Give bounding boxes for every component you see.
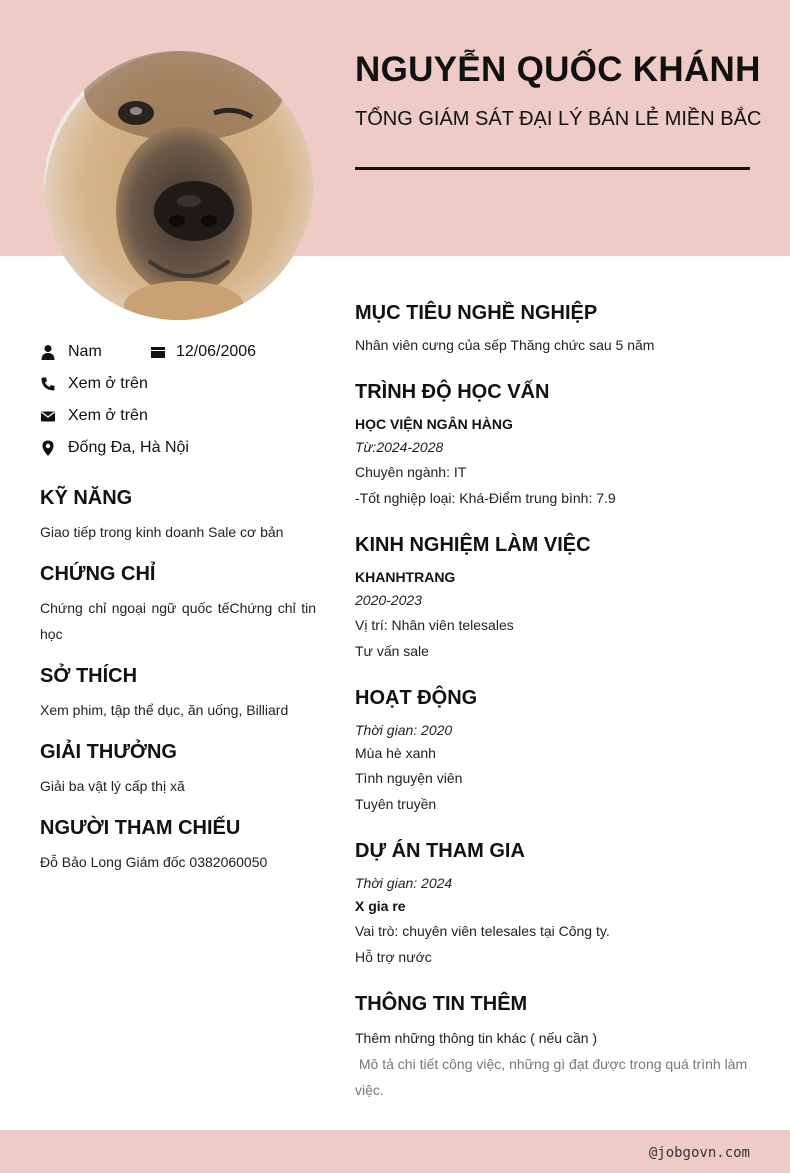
references-title: NGƯỜI THAM CHIẾU xyxy=(40,817,241,839)
birthday-value: 12/06/2006 xyxy=(176,343,257,360)
additional-text: Thêm những thông tin khác ( nếu cần ) xyxy=(355,1030,598,1046)
calendar-icon xyxy=(150,344,166,360)
experience-title: KINH NGHIỆM LÀM VIỆC xyxy=(355,534,591,556)
phone-row xyxy=(40,375,148,393)
email-value: Xem ở trên xyxy=(68,407,148,424)
job-title: TỔNG GIÁM SÁT ĐẠI LÝ BÁN LẺ MIỀN BẮC xyxy=(355,108,762,130)
title-divider xyxy=(355,167,750,170)
address-row xyxy=(40,439,189,457)
education-period: Từ:2024-2028 xyxy=(355,439,444,455)
activities-time: Thời gian: 2020 xyxy=(355,722,453,738)
certificates-title: CHỨNG CHỈ xyxy=(40,563,156,585)
experience-detail: Tư vấn sale xyxy=(355,643,429,659)
certificates-text: Chứng chỉ ngoại ngữ quốc tếChứng chỉ tin học xyxy=(40,600,316,642)
project-role: Vai trò: chuyên viên telesales tại Công ty. xyxy=(355,923,610,939)
awards-title: GIẢI THƯỞNG xyxy=(40,741,177,763)
candidate-name: NGUYỄN QUỐC KHÁNH xyxy=(355,50,761,89)
gender-row xyxy=(40,343,102,361)
experience-position: Vị trí: Nhân viên telesales xyxy=(355,617,514,633)
education-title: TRÌNH ĐỘ HỌC VẤN xyxy=(355,381,550,403)
email-row xyxy=(40,407,148,425)
objective-title: MỤC TIÊU NGHỀ NGHIỆP xyxy=(355,302,598,324)
mail-icon xyxy=(40,408,56,424)
project-name: X gia re xyxy=(355,898,406,914)
education-school: HỌC VIỆN NGÂN HÀNG xyxy=(355,416,513,432)
location-pin-icon xyxy=(40,440,56,456)
hobbies-title: SỞ THÍCH xyxy=(40,665,138,687)
footer-watermark: @jobgovn.com xyxy=(648,1145,750,1161)
birthday-row xyxy=(150,343,256,361)
dog-photo xyxy=(44,51,313,320)
avatar xyxy=(44,51,313,320)
projects-time: Thời gian: 2024 xyxy=(355,875,453,891)
additional-placeholder: Mô tả chi tiết công việc, những gì đạt được trong quá trình làm việc. xyxy=(355,1056,752,1098)
phone-value: Xem ở trên xyxy=(68,375,148,392)
awards-text: Giải ba vật lý cấp thị xã xyxy=(40,778,185,794)
project-detail: Hỗ trợ nước xyxy=(355,949,432,965)
experience-company: KHANHTRANG xyxy=(355,569,456,585)
phone-icon xyxy=(40,376,56,392)
activity-item: Tình nguyện viên xyxy=(355,770,463,786)
hobbies-text: Xem phim, tập thể dục, ăn uống, Billiard xyxy=(40,702,289,718)
references-text: Đỗ Bảo Long Giám đốc 0382060050 xyxy=(40,854,268,870)
activity-item: Tuyên truyền xyxy=(355,796,437,812)
gender-value: Nam xyxy=(68,343,102,360)
experience-period: 2020-2023 xyxy=(355,592,422,608)
skills-title: KỸ NĂNG xyxy=(40,487,133,509)
person-icon xyxy=(40,344,56,360)
objective-text: Nhân viên cưng của sếp Thăng chức sau 5 năm xyxy=(355,337,655,353)
activities-title: HOẠT ĐỘNG xyxy=(355,687,478,709)
education-grade: -Tốt nghiệp loại: Khá-Điểm trung bình: 7.9 xyxy=(355,490,616,506)
activity-item: Mùa hè xanh xyxy=(355,745,436,761)
skills-text: Giao tiếp trong kinh doanh Sale cơ bản xyxy=(40,524,284,540)
projects-title: DỰ ÁN THAM GIA xyxy=(355,840,525,862)
address-value: Đống Đa, Hà Nội xyxy=(68,439,189,456)
additional-title: THÔNG TIN THÊM xyxy=(355,993,528,1015)
education-major: Chuyên ngành: IT xyxy=(355,464,467,480)
